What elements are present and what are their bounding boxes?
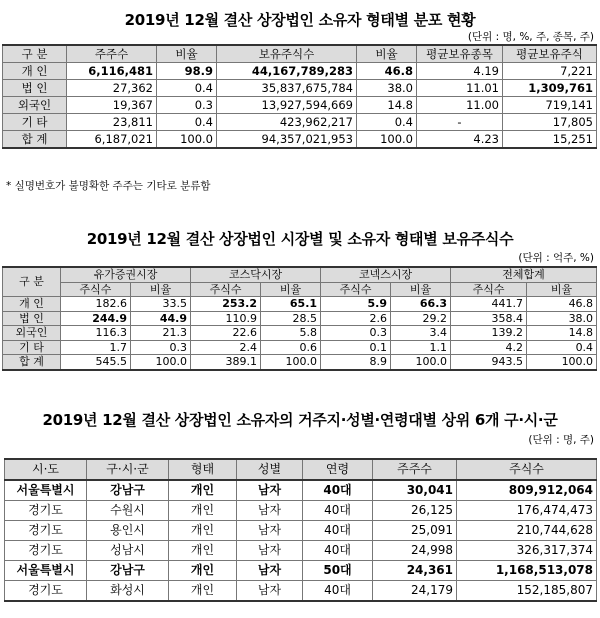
section1-unit: (단위 : 명, %, 주, 종목, 주) [467, 31, 594, 43]
group-header: 유가증권시장 [61, 267, 191, 282]
table-row [3, 80, 597, 97]
table-cell: 1.1 [391, 340, 451, 355]
table-cell: 50대 [303, 561, 373, 581]
table-cell: 0.1 [321, 340, 391, 355]
table-cell: 44,167,789,283 [217, 63, 357, 80]
table-cell: 2.6 [321, 311, 391, 326]
subheader-cell: 비율 [527, 282, 597, 297]
group-header: 코넥스시장 [321, 267, 451, 282]
row-label: 법 인 [3, 80, 67, 97]
table-cell: 강남구 [87, 480, 169, 501]
table-cell: 남자 [237, 541, 303, 561]
section2-unit: (단위 : 억주, %) [518, 252, 594, 264]
table-cell: 100.0 [357, 131, 417, 149]
row-label: 합 계 [3, 355, 61, 370]
header-cell: 구 분 [3, 45, 67, 63]
table-cell: 46.8 [527, 297, 597, 312]
table-cell: 24,998 [373, 541, 457, 561]
table-cell: 0.4 [357, 114, 417, 131]
table-cell: 2.4 [191, 340, 261, 355]
table-cell: 1,309,761 [503, 80, 597, 97]
table-cell: 182.6 [61, 297, 131, 312]
table-row [5, 561, 597, 581]
table-row [3, 326, 597, 341]
table-cell: 25,091 [373, 521, 457, 541]
table-row [5, 480, 597, 501]
table-cell: 14.8 [527, 326, 597, 341]
row-label: 법 인 [3, 311, 61, 326]
table-cell: 21.3 [131, 326, 191, 341]
table-cell: 28.5 [261, 311, 321, 326]
row-label: 개 인 [3, 63, 67, 80]
table-row [5, 501, 597, 521]
table-row [3, 311, 597, 326]
table-cell: 경기도 [5, 501, 87, 521]
table-cell: 40대 [303, 521, 373, 541]
table-cell: 14.8 [357, 97, 417, 114]
table-cell: 남자 [237, 521, 303, 541]
subheader-cell: 주식수 [191, 282, 261, 297]
header-cell: 성별 [237, 459, 303, 480]
table-cell: 545.5 [61, 355, 131, 370]
subheader-cell: 비율 [261, 282, 321, 297]
table-cell: 943.5 [451, 355, 527, 370]
table-row [3, 131, 597, 149]
table-cell: 0.3 [321, 326, 391, 341]
table-cell: 40대 [303, 541, 373, 561]
table-cell: 7,221 [503, 63, 597, 80]
table-cell: 44.9 [131, 311, 191, 326]
table-cell: 152,185,807 [457, 581, 597, 602]
table-cell: 29.2 [391, 311, 451, 326]
table-cell: 8.9 [321, 355, 391, 370]
table-cell: 35,837,675,784 [217, 80, 357, 97]
table-row [3, 114, 597, 131]
table-cell: 15,251 [503, 131, 597, 149]
row-label: 기 타 [3, 340, 61, 355]
table-cell: 94,357,021,953 [217, 131, 357, 149]
table-cell: 개인 [169, 521, 237, 541]
table-cell: 389.1 [191, 355, 261, 370]
header-cell: 구 분 [3, 267, 61, 297]
table-cell: 30,041 [373, 480, 457, 501]
table-cell: 139.2 [451, 326, 527, 341]
table-cell: 11.01 [417, 80, 503, 97]
table-cell: - [417, 114, 503, 131]
table-cell: 경기도 [5, 581, 87, 602]
table-row [5, 541, 597, 561]
group-header: 전체합계 [451, 267, 597, 282]
header-cell: 주주수 [67, 45, 157, 63]
table-cell: 강남구 [87, 561, 169, 581]
table-subheader-row [3, 282, 597, 297]
row-label: 개 인 [3, 297, 61, 312]
table-cell: 40대 [303, 501, 373, 521]
table-cell: 100.0 [157, 131, 217, 149]
table-cell: 5.9 [321, 297, 391, 312]
table-header-row [3, 45, 597, 63]
header-cell: 보유주식수 [217, 45, 357, 63]
subheader-cell: 주식수 [61, 282, 131, 297]
table-cell: 0.4 [527, 340, 597, 355]
group-header: 코스닥시장 [191, 267, 321, 282]
section2-title: 2019년 12월 결산 상장법인 시장별 및 소유자 형태별 보유주식수 [86, 230, 514, 248]
market-holdings-table [2, 266, 597, 371]
header-cell: 평균보유종목 [417, 45, 503, 63]
table-cell: 4.19 [417, 63, 503, 80]
header-cell: 비율 [357, 45, 417, 63]
table-cell: 23,811 [67, 114, 157, 131]
table-cell: 0.6 [261, 340, 321, 355]
header-cell: 구·시·군 [87, 459, 169, 480]
table-cell: 65.1 [261, 297, 321, 312]
table-cell: 110.9 [191, 311, 261, 326]
table-cell: 40대 [303, 480, 373, 501]
table-cell: 719,141 [503, 97, 597, 114]
table-cell: 210,744,628 [457, 521, 597, 541]
top-regions-table [4, 458, 597, 602]
table-cell: 11.00 [417, 97, 503, 114]
table-row [5, 581, 597, 602]
table-cell: 1,168,513,078 [457, 561, 597, 581]
table-cell: 개인 [169, 581, 237, 602]
table-cell: 253.2 [191, 297, 261, 312]
table-cell: 개인 [169, 501, 237, 521]
header-cell: 시·도 [5, 459, 87, 480]
table-row [3, 355, 597, 370]
table-cell: 19,367 [67, 97, 157, 114]
subheader-cell: 비율 [131, 282, 191, 297]
subheader-cell: 주식수 [321, 282, 391, 297]
table-cell: 개인 [169, 541, 237, 561]
table-cell: 116.3 [61, 326, 131, 341]
table-cell: 40대 [303, 581, 373, 602]
table-header-row [5, 459, 597, 480]
table-row [5, 521, 597, 541]
table-cell: 경기도 [5, 521, 87, 541]
section3-unit: (단위 : 명, 주) [528, 434, 594, 446]
table-cell: 441.7 [451, 297, 527, 312]
header-cell: 주식수 [457, 459, 597, 480]
section3-title: 2019년 12월 결산 상장법인 소유자의 거주지·성별·연령대별 상위 6개 구·시·군 [42, 411, 558, 429]
table-cell: 남자 [237, 581, 303, 602]
table-cell: 326,317,374 [457, 541, 597, 561]
table-cell: 38.0 [527, 311, 597, 326]
row-label: 합 계 [3, 131, 67, 149]
table-cell: 6,187,021 [67, 131, 157, 149]
table-cell: 66.3 [391, 297, 451, 312]
table-cell: 4.23 [417, 131, 503, 149]
table-cell: 100.0 [131, 355, 191, 370]
subheader-cell: 주식수 [451, 282, 527, 297]
table-row [3, 63, 597, 80]
table-cell: 0.3 [131, 340, 191, 355]
table-cell: 성남시 [87, 541, 169, 561]
header-cell: 주주수 [373, 459, 457, 480]
table-cell: 1.7 [61, 340, 131, 355]
header-cell: 연령 [303, 459, 373, 480]
table-cell: 809,912,064 [457, 480, 597, 501]
table-cell: 용인시 [87, 521, 169, 541]
table-cell: 4.2 [451, 340, 527, 355]
table-cell: 5.8 [261, 326, 321, 341]
table-row [3, 297, 597, 312]
row-label: 기 타 [3, 114, 67, 131]
table-cell: 17,805 [503, 114, 597, 131]
table-cell: 24,179 [373, 581, 457, 602]
table-cell: 100.0 [527, 355, 597, 370]
table-cell: 경기도 [5, 541, 87, 561]
table-cell: 38.0 [357, 80, 417, 97]
section1-note: * 실명번호가 불명확한 주주는 기타로 분류함 [6, 180, 211, 192]
table-cell: 423,962,217 [217, 114, 357, 131]
table-cell: 100.0 [261, 355, 321, 370]
table-cell: 27,362 [67, 80, 157, 97]
table-cell: 46.8 [357, 63, 417, 80]
table-cell: 서울특별시 [5, 561, 87, 581]
header-cell: 형태 [169, 459, 237, 480]
table-cell: 244.9 [61, 311, 131, 326]
section1-title: 2019년 12월 결산 상장법인 소유자 형태별 분포 현황 [124, 11, 476, 29]
row-label: 외국인 [3, 326, 61, 341]
row-label: 외국인 [3, 97, 67, 114]
subheader-cell: 비율 [391, 282, 451, 297]
table-row [3, 97, 597, 114]
table-cell: 358.4 [451, 311, 527, 326]
table-cell: 개인 [169, 480, 237, 501]
table-cell: 0.3 [157, 97, 217, 114]
table-cell: 수원시 [87, 501, 169, 521]
owner-distribution-table [2, 44, 597, 149]
header-cell: 평균보유주식 [503, 45, 597, 63]
table-row [3, 340, 597, 355]
table-cell: 남자 [237, 501, 303, 521]
table-cell: 100.0 [391, 355, 451, 370]
table-cell: 22.6 [191, 326, 261, 341]
table-cell: 3.4 [391, 326, 451, 341]
table-cell: 남자 [237, 480, 303, 501]
table-cell: 33.5 [131, 297, 191, 312]
table-cell: 26,125 [373, 501, 457, 521]
table-cell: 6,116,481 [67, 63, 157, 80]
table-cell: 0.4 [157, 114, 217, 131]
table-cell: 화성시 [87, 581, 169, 602]
table-cell: 13,927,594,669 [217, 97, 357, 114]
table-cell: 98.9 [157, 63, 217, 80]
table-cell: 176,474,473 [457, 501, 597, 521]
table-cell: 0.4 [157, 80, 217, 97]
table-header-row [3, 267, 597, 282]
header-cell: 비율 [157, 45, 217, 63]
table-cell: 24,361 [373, 561, 457, 581]
table-cell: 남자 [237, 561, 303, 581]
table-cell: 개인 [169, 561, 237, 581]
table-cell: 서울특별시 [5, 480, 87, 501]
